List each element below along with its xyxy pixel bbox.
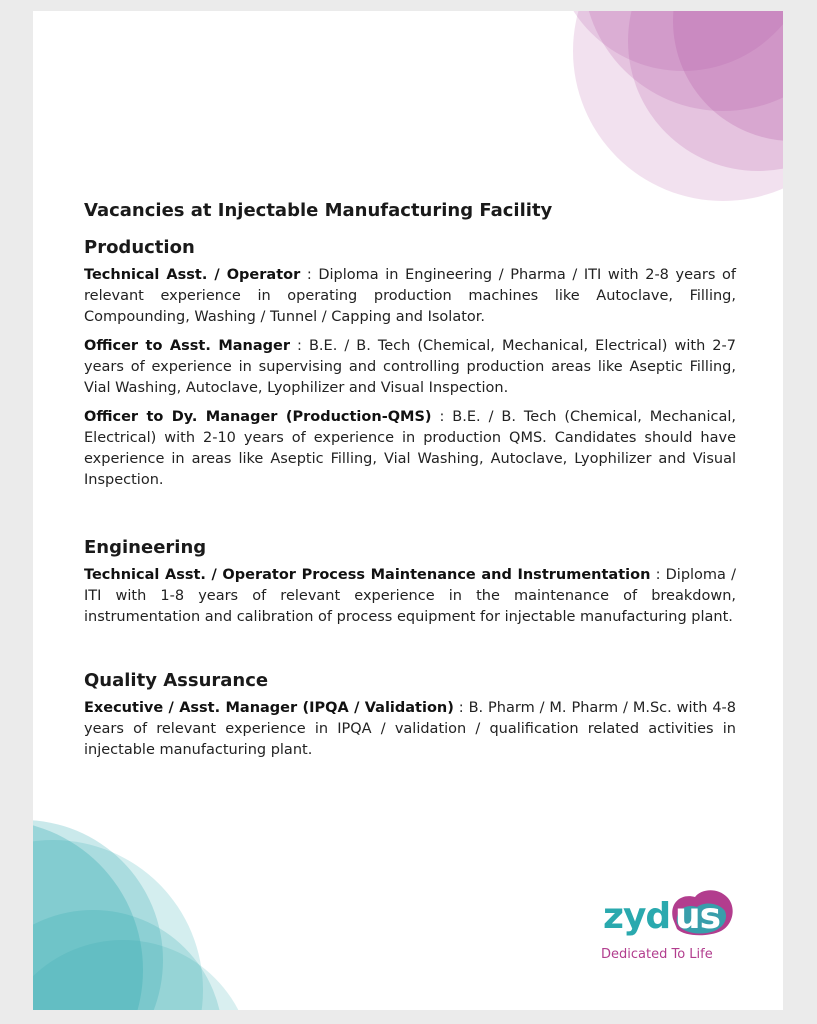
job-description: : Diploma in Engineering / Pharma / ITI with 2-8 years of relevant experience in operating production machines like Autoclave, Filling, Compounding, Washing / Tunnel / Capping and Isolator. [84, 267, 737, 325]
logo-tagline: Dedicated To Life [601, 947, 713, 962]
job-listing [84, 698, 736, 761]
job-role: Technical Asst. / Operator Process Maintenance and Instrumentation [84, 567, 651, 583]
logo-wordmark: zyd [603, 896, 671, 937]
job-role: Officer to Dy. Manager (Production-QMS) [84, 409, 432, 425]
logo-wordmark-highlight: us [675, 896, 721, 937]
vacancy-content [84, 197, 736, 769]
job-listing [84, 407, 736, 491]
page-title: Vacancies at Injectable Manufacturing Facility [84, 200, 553, 221]
job-description: : B.E. / B. Tech (Chemical, Mechanical, Electrical) with 2-10 years of experience in production QMS. Candidates should have experience in areas like Aseptic Filling, Vial Washing, Autoclave, Lyophilizer and Visual Inspection. [84, 409, 736, 488]
section-title-engineering: Engineering [84, 537, 207, 558]
job-listing [84, 565, 736, 628]
job-listing [84, 265, 736, 328]
section-title-quality-assurance: Quality Assurance [84, 670, 269, 691]
job-role: Technical Asst. / Operator [84, 267, 301, 283]
decorative-petals-top-right [543, 11, 783, 211]
job-listing [84, 336, 736, 399]
zydus-logo [599, 889, 739, 969]
job-role: Officer to Asst. Manager [84, 338, 291, 354]
job-description: : B.E. / B. Tech (Chemical, Mechanical, Electrical) with 2-7 years of experience in supervising and controlling production areas like Aseptic Filling, Vial Washing, Autoclave, Lyophilizer and Visual Inspection. [84, 338, 736, 396]
section-title-production: Production [84, 237, 195, 258]
document-page [33, 11, 783, 1010]
job-role: Executive / Asst. Manager (IPQA / Validation) [84, 700, 454, 716]
decorative-petals-bottom-left [33, 810, 273, 1010]
job-description: : Diploma / ITI with 1-8 years of relevant experience in the maintenance of breakdown, instrumentation and calibration of process equipment for injectable manufacturing plant. [84, 567, 737, 625]
job-description: : B. Pharm / M. Pharm / M.Sc. with 4-8 years of relevant experience in IPQA / validation / qualification related activities in injectable manufacturing plant. [84, 700, 737, 758]
